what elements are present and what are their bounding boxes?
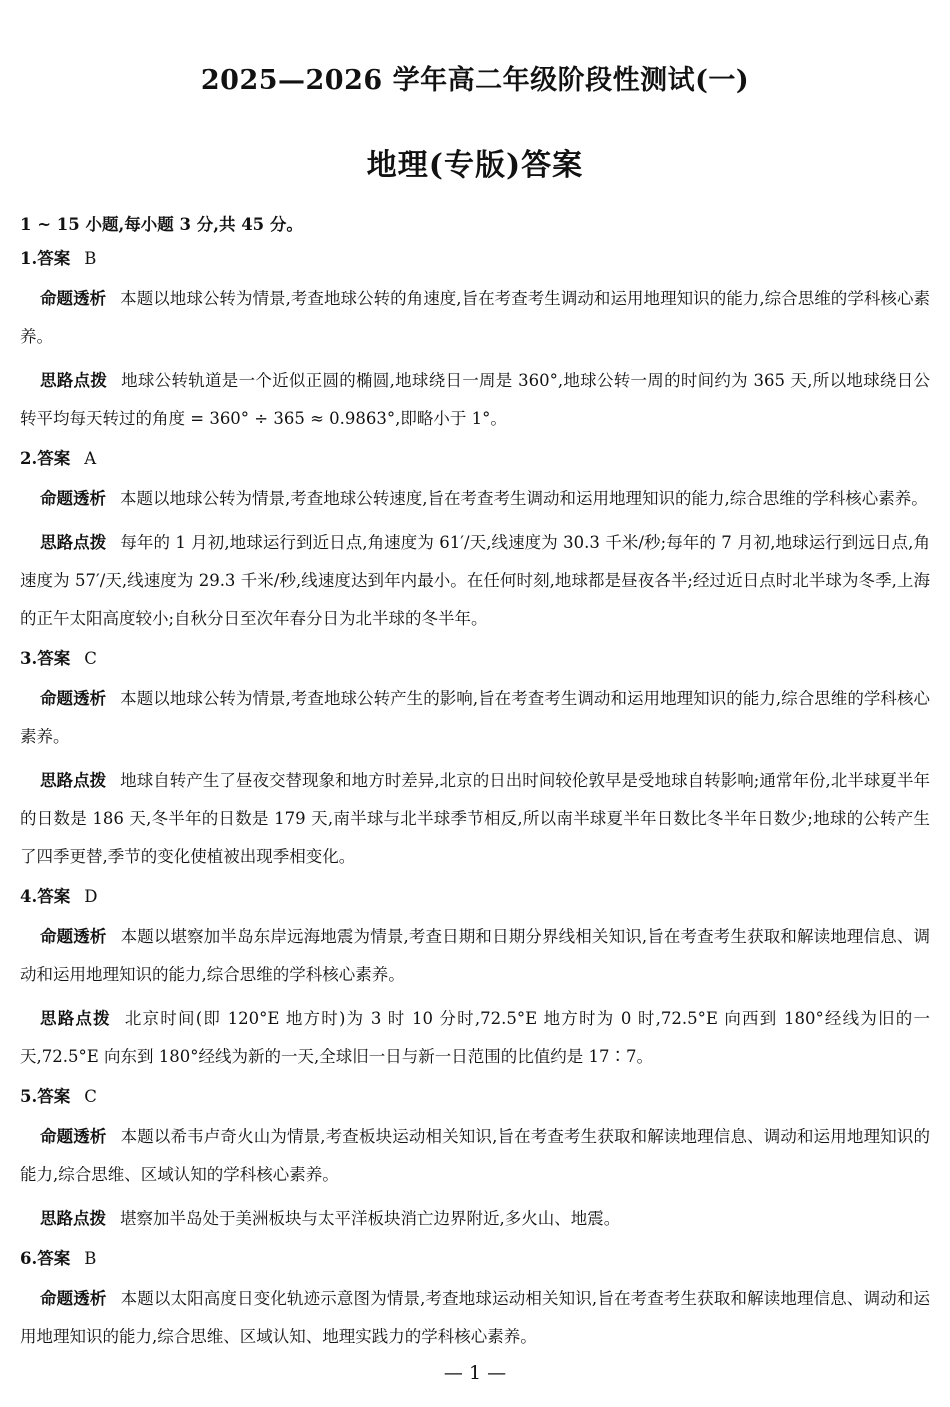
analysis-text: 本题以地球公转为情景,考查地球公转产生的影响,旨在考查考生调动和运用地理知识的能力,综合思维的学科核心素养。 [20, 689, 930, 746]
analysis-label: 命题透析 [40, 927, 107, 946]
question-item [20, 1082, 930, 1238]
question-item [20, 244, 930, 438]
answer-content [20, 210, 930, 1362]
hint-label: 思路点拨 [40, 1209, 106, 1228]
hint-label: 思路点拨 [40, 371, 108, 390]
analysis-text: 本题以地球公转为情景,考查地球公转速度,旨在考查考生调动和运用地理知识的能力,综合思维的学科核心素养。 [120, 489, 928, 508]
analysis-paragraph [20, 1118, 930, 1194]
question-list [20, 244, 930, 1356]
hint-label: 思路点拨 [40, 1009, 111, 1028]
analysis-text: 本题以堪察加半岛东岸远海地震为情景,考查日期和日期分界线相关知识,旨在考查考生获取和解读地理信息、调动和运用地理知识的能力,综合思维的学科核心素养。 [20, 927, 931, 984]
answer-line [20, 244, 930, 274]
answer-line [20, 644, 930, 674]
analysis-paragraph [20, 680, 930, 756]
page-number: — 1 — [443, 1362, 507, 1384]
question-number: 3. [20, 649, 38, 668]
question-item [20, 644, 930, 876]
hint-paragraph [20, 362, 930, 438]
answer-label: 答案 [37, 887, 71, 906]
analysis-label: 命题透析 [40, 489, 106, 508]
question-number: 6. [20, 1249, 38, 1268]
analysis-paragraph [20, 480, 930, 518]
answer-line [20, 1082, 930, 1112]
hint-label: 思路点拨 [40, 771, 107, 790]
page-title: 2025—2026 学年高二年级阶段性测试(一) [200, 65, 750, 96]
answer-choice: B [84, 1249, 97, 1268]
analysis-text: 本题以太阳高度日变化轨迹示意图为情景,考查地球运动相关知识,旨在考查考生获取和解读地理信息、调动和运用地理知识的能力,综合思维、区域认知、地理实践力的学科核心素养。 [20, 1289, 931, 1346]
hint-text: 堪察加半岛处于美洲板块与太平洋板块消亡边界附近,多火山、地震。 [120, 1209, 621, 1228]
answer-line [20, 1244, 930, 1274]
analysis-text: 本题以希韦卢奇火山为情景,考查板块运动相关知识,旨在考查考生获取和解读地理信息、调动和运用地理知识的能力,综合思维、区域认知的学科核心素养。 [20, 1127, 931, 1184]
scoring-intro: 1 ~ 15 小题,每小题 3 分,共 45 分。 [20, 215, 303, 234]
question-item [20, 444, 930, 638]
hint-text: 北京时间(即 120°E 地方时)为 3 时 10 分时,72.5°E 地方时为 0 时,72.5°E 向西到 180°经线为旧的一天,72.5°E 向东到 180°经线为新的一天,全球旧一日与新一日范围的比值约是 17∶7。 [20, 1009, 930, 1066]
hint-label: 思路点拨 [40, 533, 107, 552]
hint-text: 地球自转产生了昼夜交替现象和地方时差异,北京的日出时间较伦敦早是受地球自转影响;通常年份,北半球夏半年的日数是 186 天,冬半年的日数是 179 天,南半球与北半球季节相反,所以南半球夏半年日数比冬半年日数少;地球的公转产生了四季更替,季节的变化使植被出现季相变化。 [20, 771, 930, 866]
analysis-label: 命题透析 [40, 1289, 107, 1308]
analysis-label: 命题透析 [40, 289, 107, 308]
question-number: 4. [20, 887, 38, 906]
hint-paragraph [20, 1000, 930, 1076]
question-item [20, 882, 930, 1076]
answer-choice: A [84, 449, 97, 468]
analysis-paragraph [20, 280, 930, 356]
answer-choice: D [84, 887, 98, 906]
analysis-paragraph [20, 1280, 930, 1356]
answer-label: 答案 [37, 1249, 71, 1268]
question-number: 5. [20, 1087, 38, 1106]
hint-paragraph [20, 762, 930, 876]
question-number: 1. [20, 249, 38, 268]
hint-text: 地球公转轨道是一个近似正圆的椭圆,地球绕日一周是 360°,地球公转一周的时间约为 365 天,所以地球绕日公转平均每天转过的角度 = 360° ÷ 365 ≈ 0.9863°,即略小于 1°。 [20, 371, 930, 428]
analysis-paragraph [20, 918, 930, 994]
question-number: 2. [20, 449, 38, 468]
answer-line [20, 882, 930, 912]
answer-line [20, 444, 930, 474]
answer-choice: C [84, 649, 97, 668]
analysis-label: 命题透析 [40, 689, 107, 708]
hint-text: 每年的 1 月初,地球运行到近日点,角速度为 61′/天,线速度为 30.3 千米/秒;每年的 7 月初,地球运行到远日点,角速度为 57′/天,线速度为 29.3 千米/秒,线速度达到年内最小。在任何时刻,地球都是昼夜各半;经过近日点时北半球为冬季,上海的正午太阳高度较小;自秋分日至次年春分日为北半球的冬半年。 [20, 533, 931, 628]
answer-label: 答案 [37, 1087, 71, 1106]
hint-paragraph [20, 524, 930, 638]
answer-label: 答案 [37, 249, 71, 268]
answer-label: 答案 [37, 649, 71, 668]
page-subtitle: 地理(专版)答案 [366, 148, 584, 183]
analysis-text: 本题以地球公转为情景,考查地球公转的角速度,旨在考查考生调动和运用地理知识的能力,综合思维的学科核心素养。 [20, 289, 930, 346]
question-item [20, 1244, 930, 1356]
answer-label: 答案 [37, 449, 71, 468]
answer-choice: B [84, 249, 97, 268]
hint-paragraph [20, 1200, 930, 1238]
analysis-label: 命题透析 [40, 1127, 107, 1146]
answer-choice: C [84, 1087, 97, 1106]
